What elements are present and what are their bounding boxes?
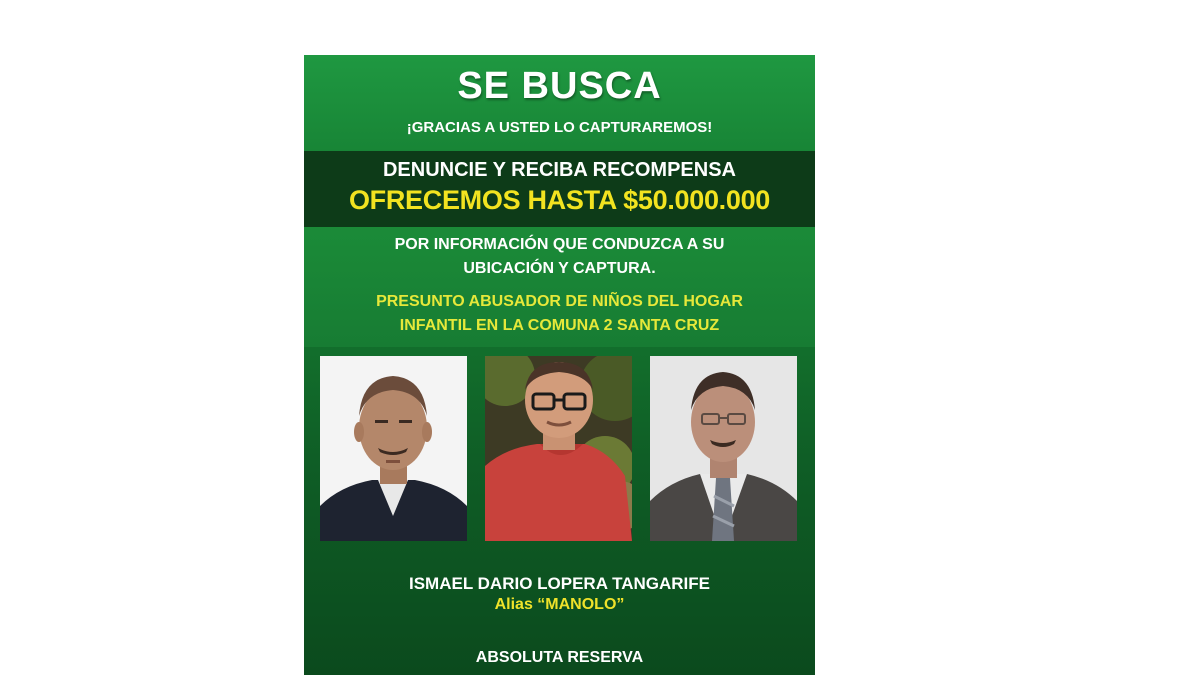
reserva-text: ABSOLUTA RESERVA [475, 649, 644, 666]
suspect-alias: Alias “MANOLO” [494, 596, 625, 613]
suspect-photo-3 [650, 356, 797, 541]
suspect-photo-1 [320, 356, 467, 541]
poster-subtitle: ¡GRACIAS A USTED LO CAPTURAREMOS! [406, 119, 713, 136]
wanted-poster [304, 55, 815, 675]
suspect-photo-2 [485, 356, 632, 541]
info-line-2: UBICACIÓN Y CAPTURA. [463, 260, 656, 277]
presunto-line-1: PRESUNTO ABUSADOR DE NIÑOS DEL HOGAR [376, 293, 743, 310]
denuncie-text: DENUNCIE Y RECIBA RECOMPENSA [382, 159, 737, 181]
poster-title: SE BUSCA [457, 65, 662, 107]
presunto-line-2: INFANTIL EN LA COMUNA 2 SANTA CRUZ [399, 317, 720, 334]
suspect-name: ISMAEL DARIO LOPERA TANGARIFE [409, 574, 710, 593]
info-line-1: POR INFORMACIÓN QUE CONDUZCA A SU [394, 236, 725, 253]
reward-amount: OFRECEMOS HASTA $50.000.000 [348, 185, 771, 215]
